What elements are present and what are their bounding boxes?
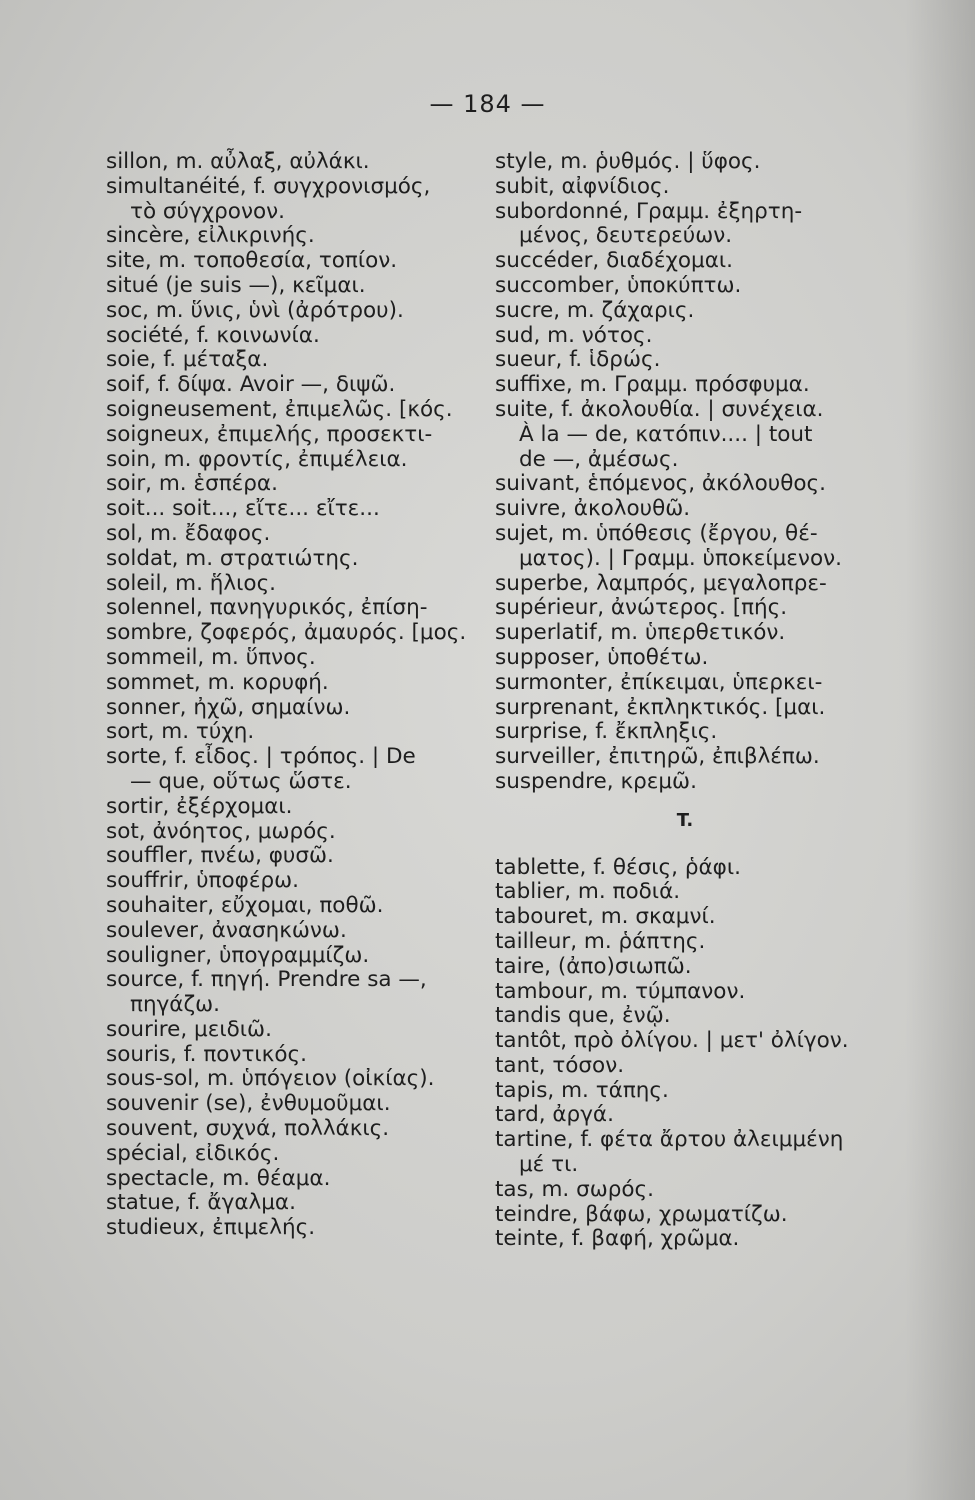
- dictionary-entry: tapis, m. τάπης.: [495, 1077, 669, 1103]
- dictionary-entry: soin, m. φροντίς, ἐπιμέλεια.: [106, 446, 408, 472]
- page-gutter-shadow: [905, 0, 975, 1500]
- dictionary-entry: sucre, m. ζάχαρις.: [495, 297, 695, 323]
- dictionary-entry: studieux, ἐπιμελής.: [106, 1215, 316, 1241]
- dictionary-entry: sueur, f. ἱδρώς.: [495, 347, 661, 373]
- dictionary-entry: subit, αἰφνίδιος.: [495, 173, 670, 199]
- dictionary-entry: soigneusement, ἐπιμελῶς. [κός.: [106, 396, 453, 422]
- dictionary-entry-continuation: de —, ἀμέσως.: [519, 446, 679, 472]
- dictionary-entry: teinte, f. βαφή, χρῶμα.: [495, 1226, 740, 1252]
- dictionary-entry: soleil, m. ἥλιος.: [106, 570, 277, 596]
- dictionary-entry: simultanéité, f. συγχρονισμός,: [106, 173, 431, 199]
- dictionary-entry: spectacle, m. θέαμα.: [106, 1165, 331, 1191]
- dictionary-entry: soif, f. δίψα. Avoir —, διψῶ.: [106, 372, 396, 398]
- dictionary-entry: soldat, m. στρατιώτης.: [106, 545, 359, 571]
- dictionary-entry-continuation: ματος). | Γραμμ. ὑποκείμενον.: [519, 545, 842, 571]
- dictionary-entry-continuation: — que, οὕτως ὥστε.: [130, 768, 352, 794]
- dictionary-entry: sujet, m. ὑπόθεσις (ἔργου, θέ-: [495, 520, 818, 546]
- t-entries: [495, 856, 875, 1253]
- dictionary-entry: style, m. ῥυθμός. | ὕφος.: [495, 149, 761, 174]
- section-heading-t: T.: [676, 809, 694, 831]
- dictionary-entry: superbe, λαμπρός, μεγαλοπρε-: [495, 570, 827, 596]
- dictionary-entry: soie, f. μέταξα.: [106, 347, 269, 373]
- dictionary-entry: sombre, ζοφερός, ἀμαυρός. [μος.: [106, 620, 467, 646]
- dictionary-entry: tablier, m. ποδιά.: [495, 879, 681, 905]
- dictionary-entry: suivant, ἑπόμενος, ἀκόλουθος.: [495, 471, 826, 497]
- dictionary-entry: souffrir, ὑποφέρω.: [106, 868, 299, 894]
- dictionary-entry: soc, m. ὕνις, ὑνὶ (ἀρότρου).: [106, 297, 404, 323]
- dictionary-entry: taire, (ἀπο)σιωπῶ.: [495, 953, 692, 979]
- dictionary-entry: site, m. τοποθεσία, τοπίον.: [106, 248, 398, 274]
- left-column: [106, 150, 478, 1241]
- dictionary-entry: souhaiter, εὔχομαι, ποθῶ.: [106, 892, 384, 918]
- dictionary-entry: suite, f. ἀκολουθία. | συνέχεια.: [495, 396, 824, 422]
- dictionary-entry: souffler, πνέω, φυσῶ.: [106, 843, 334, 869]
- dictionary-entry: sonner, ἠχῶ, σημαίνω.: [106, 694, 351, 720]
- dictionary-entry: soigneux, ἐπιμελής, προσεκτι-: [106, 421, 433, 447]
- dictionary-entry: sol, m. ἔδαφος.: [106, 520, 271, 546]
- dictionary-entry: subordonné, Γραμμ. ἐξηρτη-: [495, 198, 803, 224]
- dictionary-entry: situé (je suis —), κεῖμαι.: [106, 272, 366, 298]
- dictionary-entry: teindre, βάφω, χρωματίζω.: [495, 1201, 788, 1227]
- dictionary-entry: tambour, m. τύμπανον.: [495, 978, 746, 1004]
- dictionary-entry: tant, τόσον.: [495, 1052, 625, 1078]
- dictionary-entry: surmonter, ἐπίκειμαι, ὑπερκει-: [495, 669, 823, 695]
- s-entries: [495, 150, 875, 795]
- dictionary-entry: souvent, συχνά, πολλάκις.: [106, 1116, 390, 1142]
- dictionary-entry: statue, f. ἄγαλμα.: [106, 1190, 296, 1216]
- dictionary-entry: tabouret, m. σκαμνί.: [495, 904, 716, 930]
- dictionary-entry: sincère, εἰλικρινής.: [106, 223, 315, 249]
- dictionary-entry: souligner, ὑπογραμμίζω.: [106, 942, 370, 968]
- dictionary-entry: tas, m. σωρός.: [495, 1176, 654, 1202]
- dictionary-entry: souvenir (se), ἐνθυμοῦμαι.: [106, 1091, 391, 1117]
- dictionary-entry: surprise, f. ἔκπληξις.: [495, 719, 718, 745]
- dictionary-entry-continuation: À la — de, κατόπιν.... | tout: [519, 421, 813, 447]
- dictionary-entry: surveiller, ἐπιτηρῶ, ἐπιβλέπω.: [495, 744, 820, 770]
- dictionary-entry: soulever, ἀνασηκώνω.: [106, 917, 347, 943]
- dictionary-entry: supérieur, ἀνώτερος. [πής.: [495, 595, 788, 621]
- dictionary-entry: source, f. πηγή. Prendre sa —,: [106, 967, 427, 993]
- dictionary-entry: solennel, πανηγυρικός, ἐπίση-: [106, 595, 428, 621]
- dictionary-entry-continuation: μέ τι.: [519, 1152, 579, 1178]
- dictionary-entry: tablette, f. θέσις, ῥάφι.: [495, 854, 741, 880]
- dictionary-entry: suspendre, κρεμῶ.: [495, 768, 697, 794]
- dictionary-entry: spécial, εἰδικός.: [106, 1140, 280, 1166]
- dictionary-entry: société, f. κοινωνία.: [106, 322, 320, 348]
- dictionary-entry: soir, m. ἑσπέρα.: [106, 471, 278, 497]
- dictionary-entry: sous-sol, m. ὑπόγειον (οἰκίας).: [106, 1066, 435, 1092]
- dictionary-entry-continuation: μένος, δευτερεύων.: [519, 223, 733, 249]
- right-column: [495, 150, 875, 1252]
- dictionary-entry: tantôt, πρὸ ὀλίγου. | μετ' ὀλίγον.: [495, 1028, 849, 1054]
- dictionary-entry: souris, f. ποντικός.: [106, 1041, 307, 1067]
- dictionary-entry: succomber, ὑποκύπτω.: [495, 272, 742, 298]
- dictionary-entry: soit... soit..., εἴτε... εἴτε...: [106, 496, 380, 522]
- page-number: — 184 —: [429, 90, 546, 118]
- dictionary-entry-continuation: τὸ σύγχρονον.: [130, 198, 285, 224]
- dictionary-entry: sud, m. νότος.: [495, 322, 653, 348]
- dictionary-entry: suivre, ἀκολουθῶ.: [495, 496, 691, 522]
- dictionary-entry: tailleur, m. ῥάπτης.: [495, 928, 706, 954]
- dictionary-entry: sommet, m. κορυφή.: [106, 669, 329, 695]
- dictionary-entry: suffixe, m. Γραμμ. πρόσφυμα.: [495, 372, 810, 398]
- dictionary-entry: sillon, m. αὖλαξ, αὐλάκι.: [106, 149, 370, 174]
- dictionary-entry: tartine, f. φέτα ἄρτου ἀλειμμένη: [495, 1127, 844, 1153]
- dictionary-entry-continuation: πηγάζω.: [130, 992, 220, 1018]
- dictionary-entry: sort, m. τύχη.: [106, 719, 255, 745]
- dictionary-entry: sorte, f. εἶδος. | τρόπος. | De: [106, 744, 416, 770]
- dictionary-entry: supposer, ὑποθέτω.: [495, 644, 709, 670]
- dictionary-entry: sourire, μειδιῶ.: [106, 1016, 272, 1042]
- dictionary-entry: sommeil, m. ὕπνος.: [106, 644, 316, 670]
- dictionary-entry: superlatif, m. ὑπερθετικόν.: [495, 620, 786, 646]
- dictionary-entry: sortir, ἐξέρχομαι.: [106, 793, 293, 819]
- dictionary-entry: sot, ἀνόητος, μωρός.: [106, 818, 336, 844]
- dictionary-entry: tandis que, ἐνῷ.: [495, 1003, 671, 1029]
- dictionary-entry: surprenant, ἐκπληκτικός. [μαι.: [495, 694, 826, 720]
- dictionary-entry: succéder, διαδέχομαι.: [495, 248, 733, 274]
- dictionary-entry: tard, ἀργά.: [495, 1102, 614, 1128]
